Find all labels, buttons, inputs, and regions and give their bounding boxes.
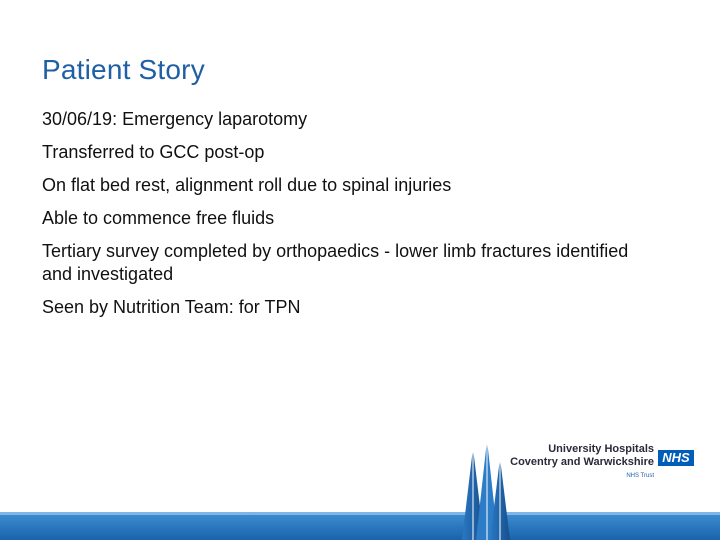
- footer-band: [0, 512, 720, 540]
- logo-line-trust: NHS Trust: [626, 473, 654, 479]
- slide-title: Patient Story: [42, 54, 205, 85]
- footer-band-highlight: [0, 512, 720, 515]
- trust-logo: [510, 443, 654, 481]
- bullet-item: On flat bed rest, alignment roll due to spinal injuries: [42, 175, 452, 195]
- bullet-item: Transferred to GCC post-op: [42, 142, 265, 162]
- bullet-item: Able to commence free fluids: [42, 208, 275, 228]
- bullet-item: 30/06/19: Emergency laparotomy: [42, 109, 308, 129]
- logo-line-coventry: Coventry and Warwickshire: [510, 456, 654, 468]
- bullet-item: Seen by Nutrition Team: for TPN: [42, 297, 301, 317]
- spires-logo-icon: [462, 440, 510, 540]
- bullet-list: [42, 108, 642, 329]
- logo-line-university: University Hospitals: [548, 443, 654, 455]
- nhs-badge: NHS: [658, 450, 694, 466]
- bullet-item: Tertiary survey completed by orthopaedics - lower limb fractures identified and investigated: [42, 241, 629, 284]
